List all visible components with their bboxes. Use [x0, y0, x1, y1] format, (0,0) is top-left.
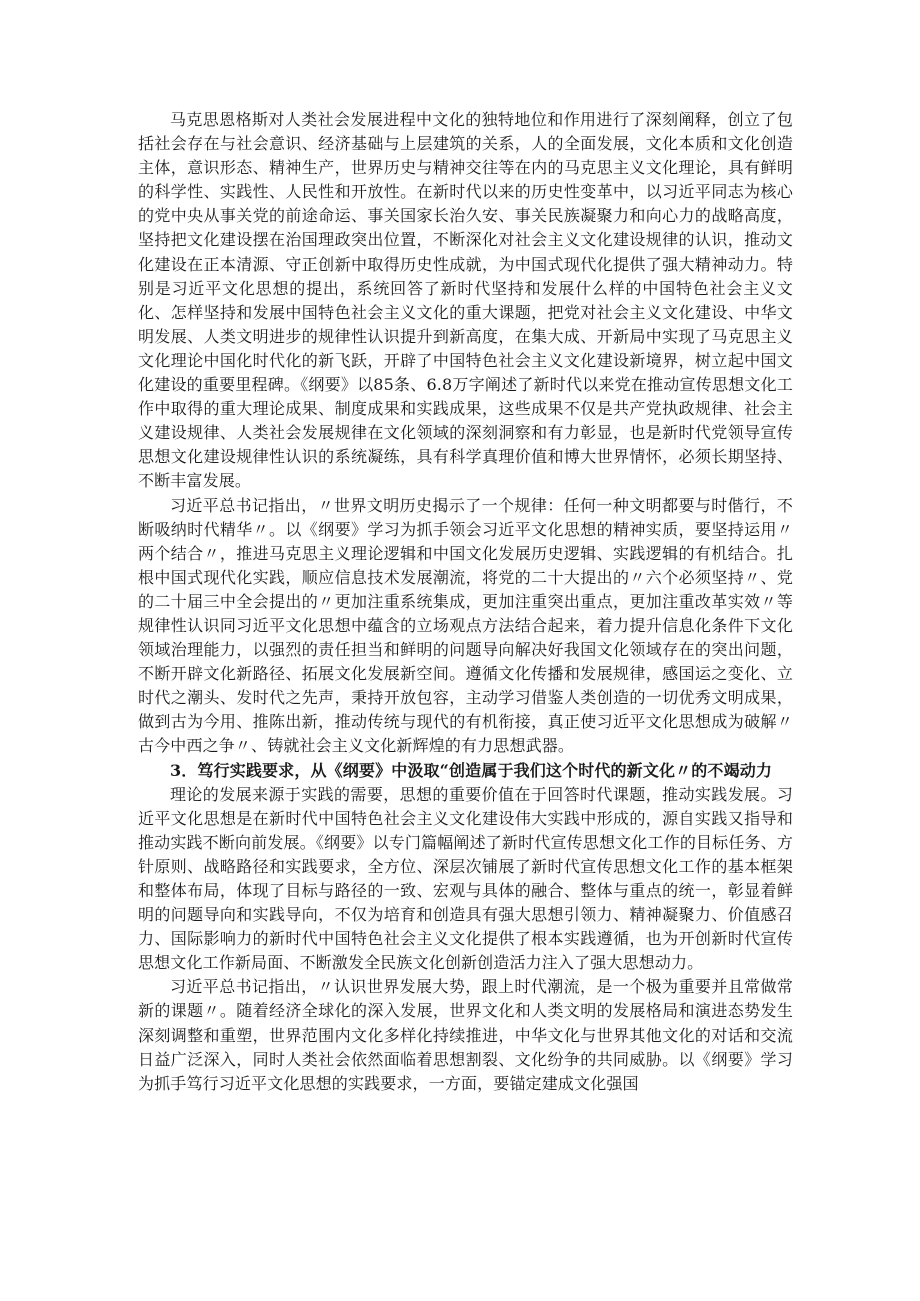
- paragraph-world-trends: 习近平总书记指出，〃认识世界发展大势，跟上时代潮流，是一个极为重要并且常做常新的课题〃。随着经济全球化的深入发展，世界文化和人类文明的发展格局和演进态势发生深刻调整和重塑，世界范围内文化多样化持续推进，中华文化与世界其他文化的对话和交流日益广泛深入，同时人类社会依然面临着思想割裂、文化纷争的共同威胁。以《纲要》学习为抓手笃行习近平文化思想的实践要求，一方面，要锚定建成文化强国: [138, 977, 793, 1093]
- paragraph-world-civilization: 习近平总书记指出，〃世界文明历史揭示了一个规律：任何一种文明都要与时偕行，不断吸纳时代精华〃。以《纲要》学习为抓手领会习近平文化思想的精神实质，要坚持运用〃两个结合〃，推进马克思主义理论逻辑和中国文化发展历史逻辑、实践逻辑的有机结合。扎根中国式现代化实践，顺应信息技术发展潮流，将党的二十大提出的〃六个必须坚持〃、党的二十届三中全会提出的〃更加注重系统集成，更加注重突出重点，更加注重改革实效〃等规律性认识同习近平文化思想中蕴含的立场观点方法结合起来，着力提升信息化条件下文化领域治理能力，以强烈的责任担当和鲜明的问题导向解决好我国文化领域存在的突出问题，不断开辟文化新路径、拓展文化发展新空间。遵循文化传播和发展规律，感国运之变化、立时代之潮头、发时代之先声，秉持开放包容，主动学习借鉴人类创造的一切优秀文明成果，做到古为今用、推陈出新，推动传统与现代的有机衔接，真正使习近平文化思想成为破解〃古今中西之争〃、铸就社会主义文化新辉煌的有力思想武器。: [138, 495, 793, 756]
- section-heading-3: 3．笃行实践要求，从《纲要》中汲取“创造属于我们这个时代的新文化〃的不竭动力: [170, 760, 773, 780]
- paragraph-marxist-cultural-theory: 马克思恩格斯对人类社会发展进程中文化的独特地位和作用进行了深刻阐释，创立了包括社会存在与社会意识、经济基础与上层建筑的关系，人的全面发展，文化本质和文化创造主体，意识形态、精神生产，世界历史与精神交往等在内的马克思主义文化理论，具有鲜明的科学性、实践性、人民性和开放性。在新时代以来的历史性变革中，以习近平同志为核心的党中央从事关党的前途命运、事关国家长治久安、事关民族凝聚力和向心力的战略高度，坚持把文化建设摆在治国理政突出位置，不断深化对社会主义文化建设规律的认识，推动文化建设在正本清源、守正创新中取得历史性成就，为中国式现代化提供了强大精神动力。特别是习近平文化思想的提出，系统回答了新时代坚持和发展什么样的中国特色社会主义文化、怎样坚持和发展中国特色社会主义文化的重大课题，把党对社会主义文化建设、中华文明发展、人类文明进步的规律性认识提升到新高度，在集大成、开新局中实现了马克思主义文化理论中国化时代化的新飞跃，开辟了中国特色社会主义文化建设新境界，树立起中国文化建设的重要里程碑。《纲要》以85条、6.8万字阐述了新时代以来党在推动宣传思想文化工作中取得的重大理论成果、制度成果和实践成果，这些成果不仅是共产党执政规律、社会主义建设规律、人类社会发展规律在文化领域的深刻洞察和有力彰显，也是新时代党领导宣传思想文化建设规律性认识的系统凝练，具有科学真理价值和博大世界情怀，必须长期坚持、不断丰富发展。: [138, 110, 793, 491]
- paragraph-theory-practice: 理论的发展来源于实践的需要，思想的重要价值在于回答时代课题，推动实践发展。习近平文化思想是在新时代中国特色社会主义文化建设伟大实践中形成的，源自实践又指导和推动实践不断向前发展。《纲要》以专门篇幅阐述了新时代宣传思想文化工作的目标任务、方针原则、战略路径和实践要求，全方位、深层次铺展了新时代宣传思想文化工作的基本框架和整体布局，体现了目标与路径的一致、宏观与具体的融合、整体与重点的统一，彰显着鲜明的问题导向和实践导向，不仅为培育和创造具有强大思想引领力、精神凝聚力、价值感召力、国际影响力的新时代中国特色社会主义文化提供了根本实践遵循，也为开创新时代宣传思想文化工作新局面、不断激发全民族文化创新创造活力注入了强大思想动力。: [138, 784, 793, 973]
- document-page: [138, 108, 793, 1096]
